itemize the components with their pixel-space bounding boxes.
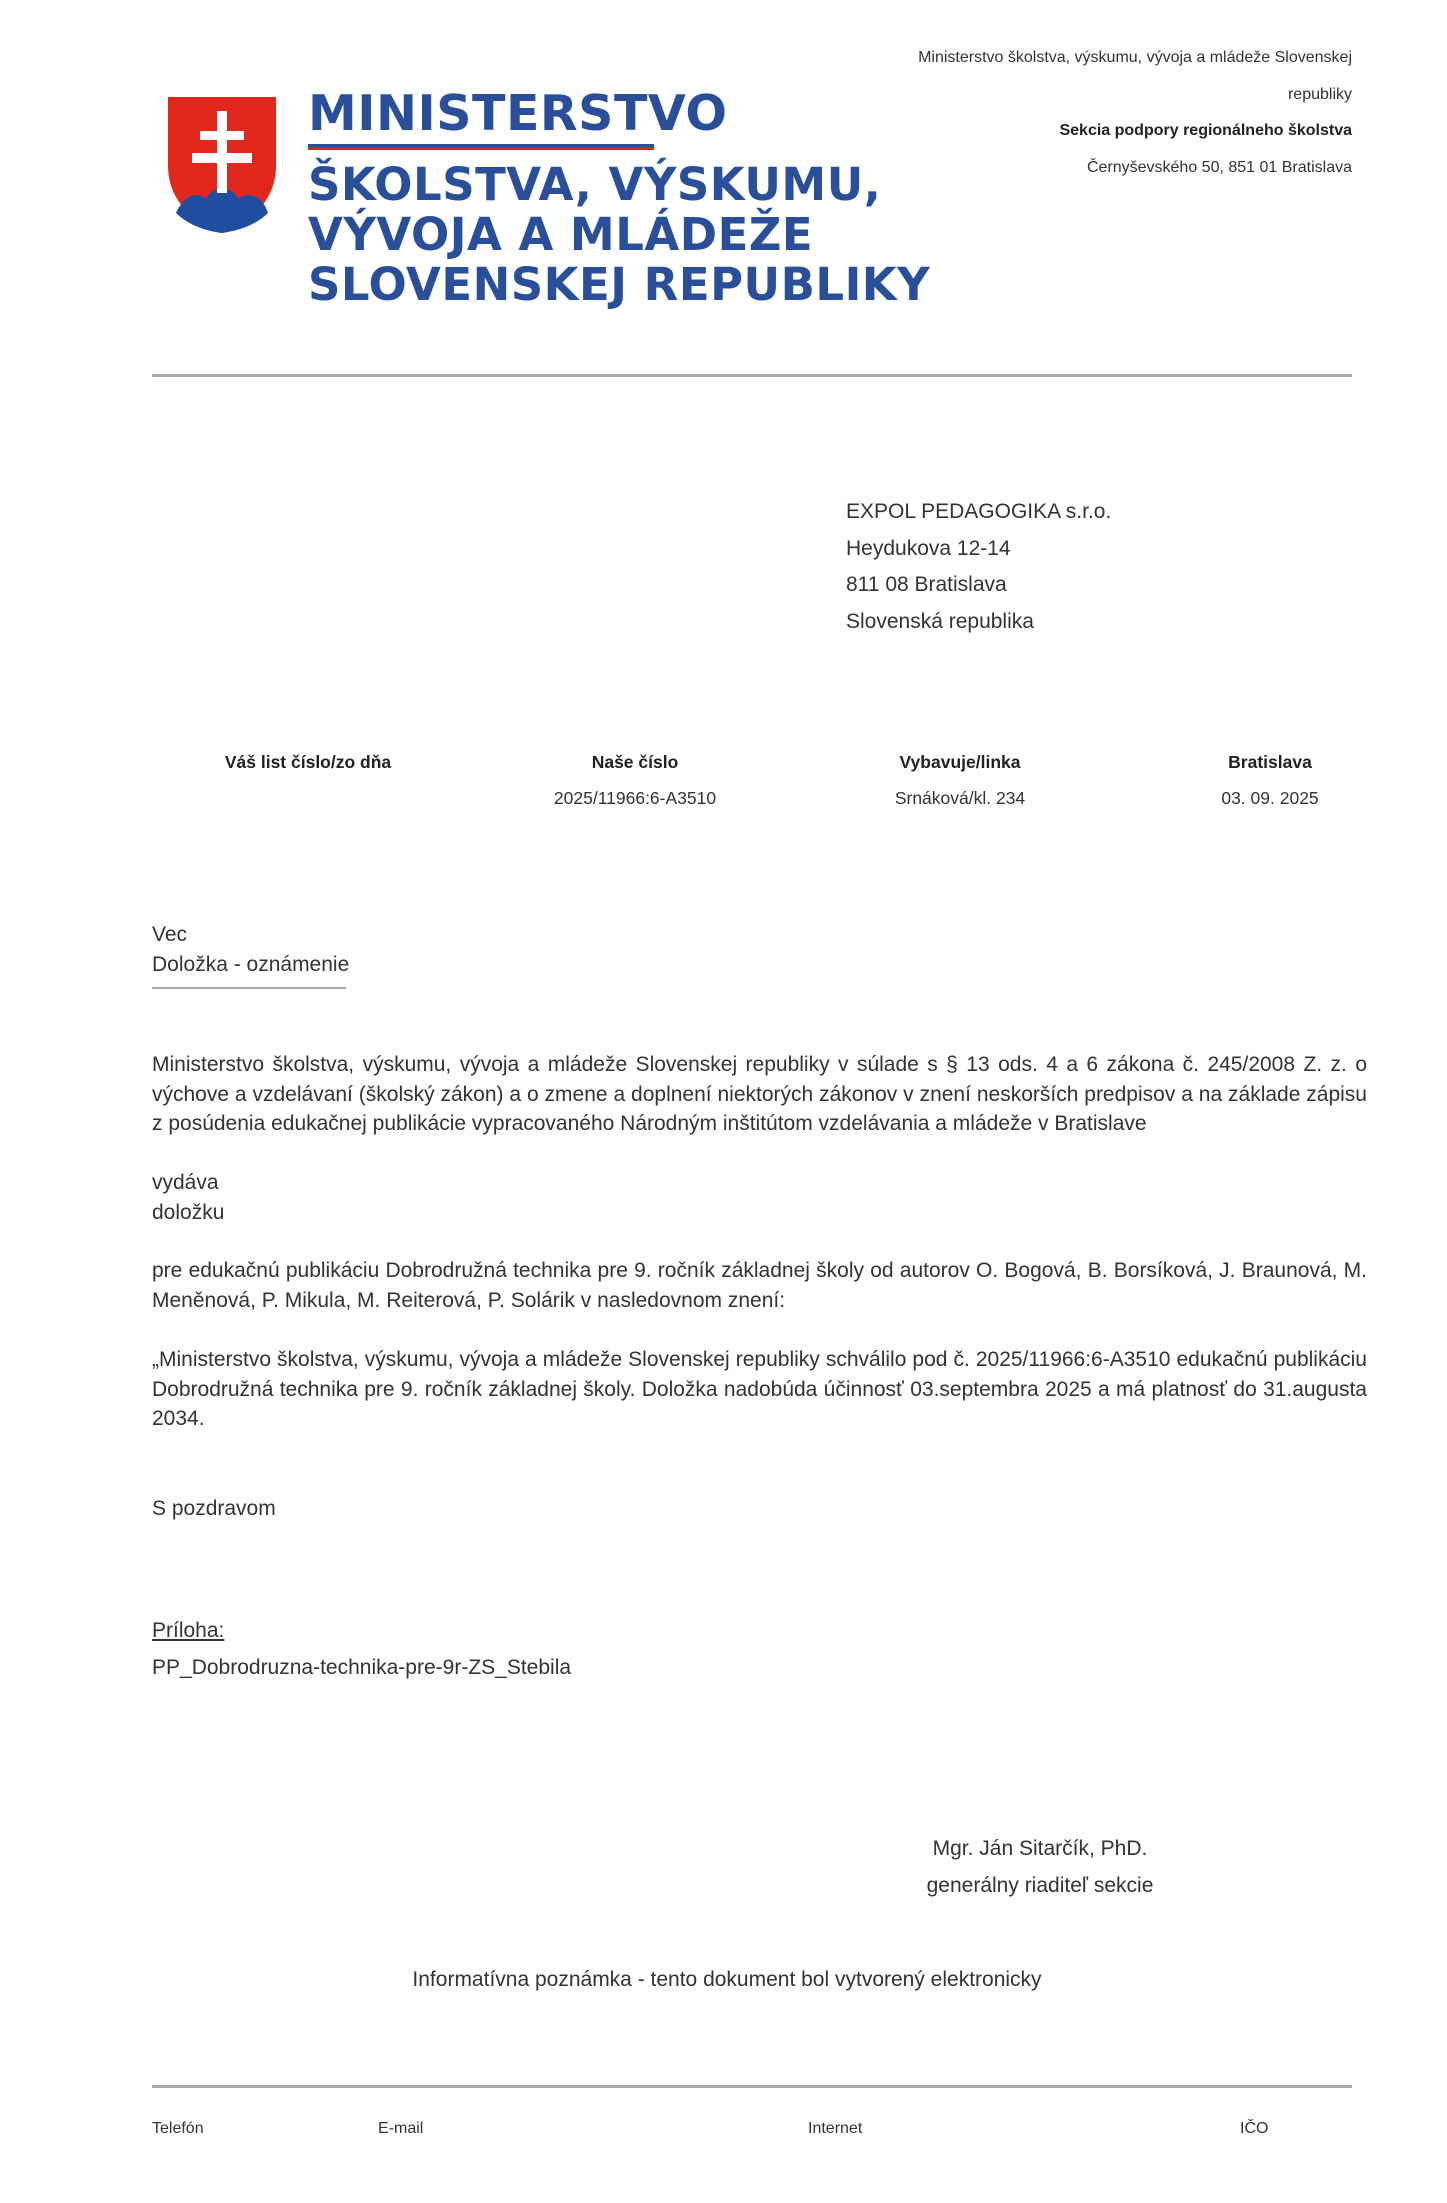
recipient-name: EXPOL PEDAGOGIKA s.r.o. [846, 500, 1112, 523]
signature-block [880, 1830, 1200, 1904]
ref-your-letter-label: Váš list číslo/zo dňa [224, 752, 392, 772]
sender-address: Černyševského 50, 851 01 Bratislava [1086, 158, 1352, 176]
sender-name: Ministerstvo školstva, výskumu, vývoja a mládeže Slovenskej [918, 49, 1352, 66]
issues-word: vydáva [152, 1171, 219, 1194]
recipient-address [846, 494, 1111, 640]
ref-handler-label: Vybavuje/linka [899, 752, 1021, 772]
body-paragraph: Ministerstvo školstva, výskumu, vývoja a mládeže Slovenskej republiky v súlade s § 13 ods. 4 a 6 zákona č. 245/2008 Z. z. o výchove a vzdelávaní (školský zákon) a o zmene a doplnení niektorých zákonov v znení neskorších predpisov a na základe zápisu z posúdenia edukačnej publikácie vypracovaného Národným inštitútom vzdelávania a mládeže v Bratislave [152, 1053, 1367, 1135]
subject-label: Vec [152, 923, 188, 946]
sender-address-block [832, 40, 1352, 186]
attachment-file: PP_Dobrodruzna-technika-pre-9r-ZS_Stebila [152, 1656, 572, 1679]
footer-internet-label: Internet [808, 2120, 863, 2137]
ref-our-number-label: Naše číslo [591, 752, 679, 772]
ref-place-date [1130, 744, 1410, 816]
ref-place-label: Bratislava [1228, 752, 1312, 772]
ref-our-number [495, 744, 775, 816]
body-issues [152, 1168, 1367, 1227]
body-paragraph: pre edukačnú publikáciu Dobrodružná technika pre 9. ročník základnej školy od autorov O. Bogová, B. Borsíková, J. Braunová, M. Meněnová, P. Mikula, M. Reiterová, P. Solárik v nasledovnom znení: [152, 1259, 1367, 1312]
recipient-city: 811 08 Bratislava [846, 573, 1007, 596]
ref-your-letter [168, 744, 448, 780]
recipient-country: Slovenská republika [846, 609, 1034, 633]
recipient-street: Heydukova 12-14 [846, 536, 1011, 560]
clause-word: doložku [152, 1200, 225, 1224]
sender-name-cont: republiky [1287, 85, 1352, 103]
logo-rule [308, 144, 654, 150]
informative-note: Informatívna poznámka - tento dokument bol vytvorený elektronicky [412, 1968, 1042, 1991]
ref-our-number-value: 2025/11966:6-A3510 [553, 788, 717, 808]
logo-line: ŠKOLSTVA, VÝSKUMU, [308, 158, 882, 211]
footer-email-label: E-mail [378, 2120, 424, 2137]
body-paragraph: „Ministerstvo školstva, výskumu, vývoja a mládeže Slovenskej republiky schválilo pod č. 2025/11966:6-A3510 edukačnú publikáciu Dobrodružná technika pre 9. ročník základnej školy. Doložka nadobúda účinnosť 03.septembra 2025 a má platnosť do 31.augusta 2034. [152, 1348, 1367, 1430]
attachment-block [152, 1612, 1367, 1686]
greeting: S pozdravom [152, 1497, 276, 1520]
subject-block [152, 920, 349, 980]
footer-ico-label: IČO [1240, 2120, 1269, 2137]
coat-of-arms-icon [166, 95, 278, 235]
header-divider [152, 374, 1352, 377]
ref-date-value: 03. 09. 2025 [1221, 788, 1319, 808]
sender-section: Sekcia podpory regionálneho školstva [1059, 122, 1352, 139]
logo-line: SLOVENSKEJ REPUBLIKY [308, 258, 931, 311]
logo-line: MINISTERSTVO [308, 85, 728, 142]
subject-text: Doložka - oznámenie [152, 953, 350, 976]
signatory-name: Mgr. Ján Sitarčík, PhD. [932, 1837, 1148, 1860]
ref-handler [820, 744, 1100, 816]
footer-phone-label: Telefón [152, 2120, 204, 2137]
footer-divider [152, 2085, 1352, 2088]
ref-handler-value: Srnáková/kl. 234 [894, 788, 1026, 808]
logo-line: VÝVOJA A MLÁDEŽE [308, 208, 814, 261]
attachment-label: Príloha: [152, 1619, 225, 1642]
signatory-title: generálny riaditeľ sekcie [926, 1874, 1154, 1897]
subject-underline [152, 987, 346, 989]
